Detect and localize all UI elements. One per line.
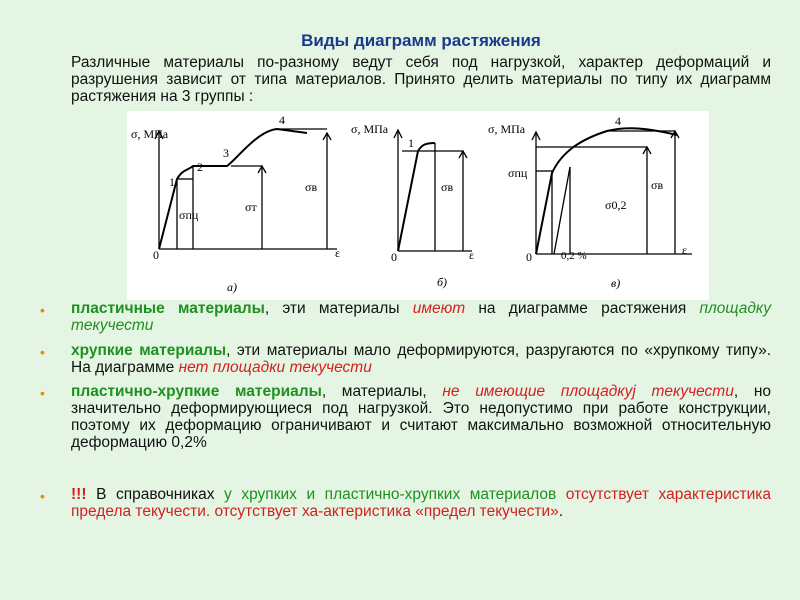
bullet-brittle-term: хрупкие материалы (71, 342, 227, 359)
diagram-b-x-label: ε (469, 248, 475, 262)
diagram-a-y-label: σ, МПа (131, 127, 169, 141)
diagram-b-y-label: σ, МПа (351, 122, 389, 136)
bullet-plastic-brittle-emphasis: не имеющие площадкуј текучести (442, 383, 734, 400)
diagram-b (394, 130, 472, 251)
bullet-note-text: !!! В справочниках у хрупких и пластично-хрупких материалов отсутствует характеристика предела текучести. отсутствует ха-актеристика «предел текучести». (71, 486, 771, 520)
diagram-c-point-4: 4 (615, 114, 621, 128)
diagram-c-origin: 0 (526, 250, 532, 264)
diagram-c-caption: в) (611, 276, 621, 290)
diagram-c-label-v: σв (651, 178, 664, 192)
bullet-marker: • (40, 385, 45, 401)
bullet-plastic-tail: площадку текучести (71, 300, 771, 334)
slide-title: Виды диаграмм растяжения (301, 31, 541, 50)
diagram-a-point-2: 2 (197, 160, 203, 174)
bullet-note-mark: !!! (71, 486, 87, 503)
diagram-a-x-label: ε (335, 246, 341, 260)
diagrams-svg (127, 111, 709, 300)
bullet-plastic-text: пластичные материалы, эти материалы имеют на диаграмме растяжения площадку текучести (71, 300, 771, 334)
diagram-c (532, 128, 692, 254)
bullet-marker: • (40, 302, 45, 318)
diagram-c-label-pc: σпц (508, 166, 528, 180)
bullet-marker: • (40, 344, 45, 360)
diagram-b-label-v: σв (441, 180, 454, 194)
bullet-note-highlight: у хрупких и пластично-хрупких материалов (224, 486, 557, 503)
diagram-b-curve (398, 143, 435, 251)
bullet-plastic-brittle-text: пластично-хрупкие материалы, материалы, не имеющие площадкуј текучести, но значительно деформирующиеся под нагрузкой. Это недопустимо при работе конструкции, поэтому их деформацию ограничивают и считают максимально возможной относительную деформацию 0,2% (71, 383, 771, 451)
diagram-a-curve (159, 129, 307, 249)
bullet-note-emphasis: отсутствует характеристика предела текучести. отсутствует ха-актеристика «предел текучести» (71, 486, 771, 520)
bullet-plastic-term: пластичные материалы (71, 300, 265, 317)
bullet-brittle-text: хрупкие материалы, эти материалы мало деформируются, разругаются по «хрупкому типу». На диаграмме нет площадки текучести (71, 342, 771, 376)
intro-paragraph: Различные материалы по-разному ведут себя под нагрузкой, характер деформаций и разрушения зависит от типа материалов. Принято делить материалы по типу их диаграмм растяжения на 3 группы : (71, 54, 771, 105)
diagram-a-point-4: 4 (279, 113, 285, 127)
diagram-a-point-1: 1 (169, 175, 175, 189)
diagram-c-offset-line (554, 167, 570, 254)
diagram-b-origin: 0 (391, 250, 397, 264)
bullet-plastic-emphasis: имеют (412, 300, 466, 317)
diagram-b-caption: б) (437, 275, 448, 289)
diagram-c-offset-label: 0,2 % (561, 250, 587, 262)
diagram-a-origin: 0 (153, 248, 159, 262)
diagram-c-x-label: ε (682, 243, 688, 257)
bullet-marker: • (40, 488, 45, 504)
tension-diagrams-figure (127, 111, 709, 300)
bullet-brittle-tail: нет площадки текучести (178, 359, 372, 376)
diagram-a-label-v: σв (305, 180, 318, 194)
diagram-c-label-02: σ0,2 (605, 198, 627, 212)
diagram-b-point-1: 1 (408, 136, 414, 150)
diagram-c-y-label: σ, МПа (488, 122, 526, 136)
diagram-a-point-3: 3 (223, 146, 229, 160)
diagram-a-caption: а) (227, 280, 237, 294)
bullet-plastic-brittle-term: пластично-хрупкие материалы (71, 383, 322, 400)
diagram-a-label-pc: σпц (179, 208, 199, 222)
diagram-a-label-t: σт (245, 200, 257, 214)
